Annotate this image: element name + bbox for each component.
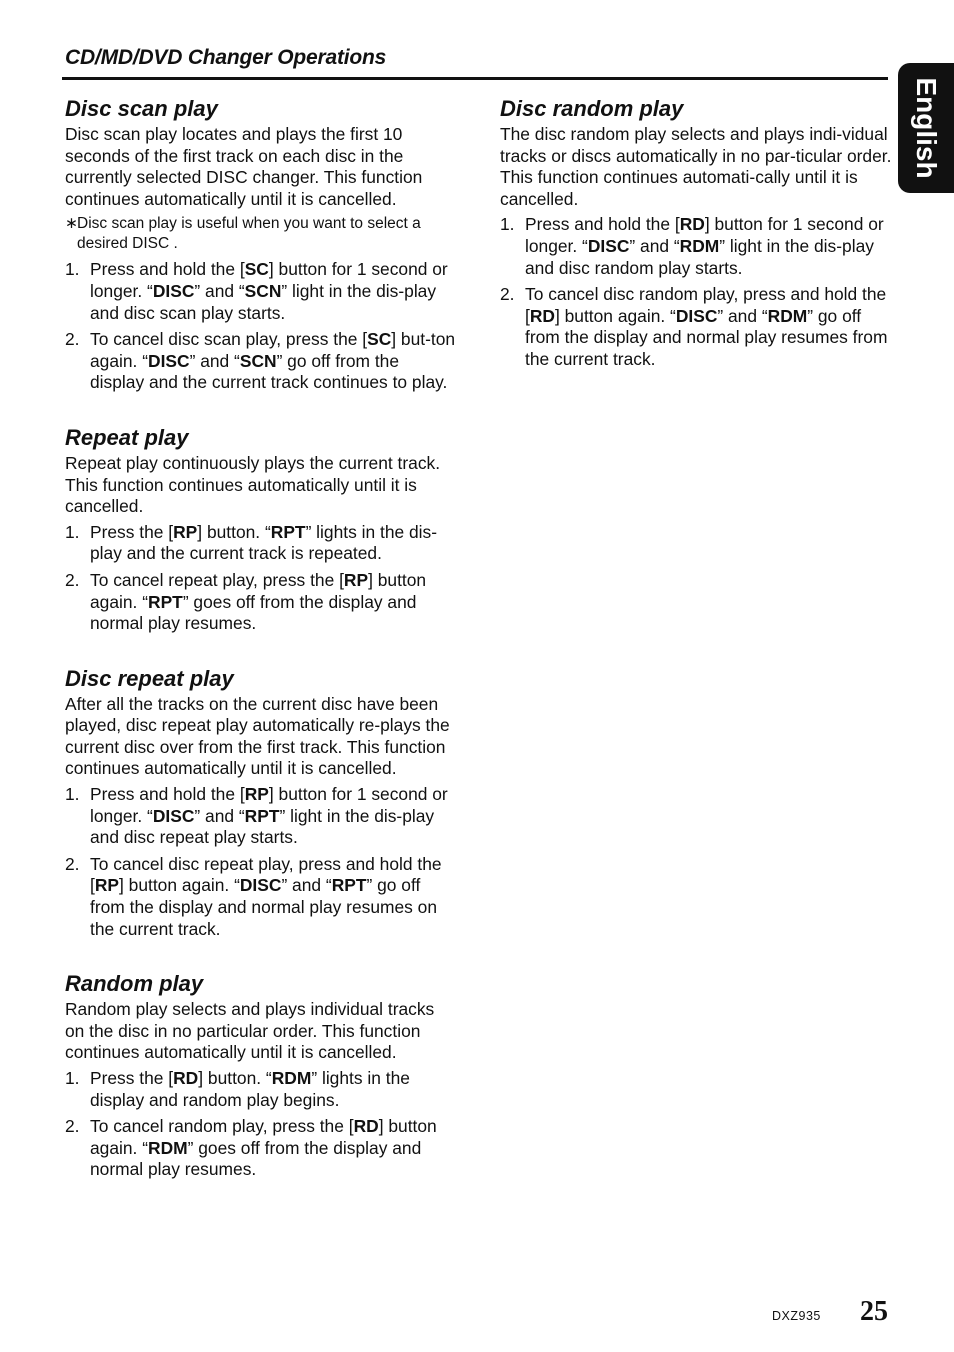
step-item	[65, 259, 457, 324]
step-item	[65, 1116, 457, 1181]
step-number: 2.	[65, 329, 80, 350]
section-disc-repeat-play	[65, 666, 457, 941]
steps-list	[65, 1068, 457, 1181]
left-column	[65, 96, 457, 1212]
section-heading: Random play	[65, 971, 204, 997]
section-intro: Repeat play continuously plays the current track. This function continues automatically until it is cancelled.	[65, 452, 441, 517]
section-heading: Disc repeat play	[65, 665, 234, 691]
model-number: DXZ935	[772, 1309, 821, 1323]
step-text: To cancel repeat play, press the [RP] button again. “RPT” goes off from the display and normal play resumes.	[90, 569, 427, 634]
step-text: Press and hold the [RP] button for 1 second or longer. “DISC” and “RPT” light in the dis-play and disc repeat play starts.	[90, 784, 448, 848]
step-item	[65, 784, 457, 849]
step-number: 2.	[65, 569, 80, 590]
step-item	[65, 1068, 457, 1111]
section-heading: Disc random play	[500, 96, 684, 121]
step-text: To cancel disc random play, press and hold the [RD] button again. “DISC” and “RDM” go off from the display and normal play resumes from the current track.	[525, 284, 888, 369]
section-random-play	[65, 971, 457, 1181]
step-text: Press the [RP] button. “RPT” lights in the dis-play and the current track is repeated.	[90, 521, 438, 564]
section-intro: Random play selects and plays individual tracks on the disc in no particular order. This function continues automatically until it is cancelled.	[65, 999, 435, 1063]
steps-list	[65, 522, 457, 635]
page-section-title: CD/MD/DVD Changer Operations	[65, 46, 387, 69]
section-heading: Disc scan play	[65, 96, 218, 121]
section-disc-scan-play	[65, 96, 457, 394]
step-item	[65, 570, 457, 635]
step-number: 1.	[500, 214, 515, 235]
step-number: 2.	[500, 284, 515, 305]
page-number: 25	[860, 1296, 888, 1327]
steps-list	[65, 784, 457, 940]
section-intro: The disc random play selects and plays indi-vidual tracks or discs automatically in no par-ticular order. This function continues automati-cally until it is cancelled.	[500, 124, 892, 209]
section-disc-random-play	[500, 96, 892, 371]
section-heading: Repeat play	[65, 424, 189, 450]
language-tab	[898, 63, 954, 193]
section-note	[65, 214, 457, 253]
step-text: To cancel random play, press the [RD] button again. “RDM” goes off from the display and normal play resumes.	[90, 1116, 437, 1180]
step-number: 1.	[65, 521, 80, 542]
step-text: Press the [RD] button. “RDM” lights in the display and random play begins.	[90, 1068, 410, 1110]
header-divider	[62, 77, 888, 80]
steps-list	[65, 259, 457, 394]
step-item	[65, 854, 457, 940]
step-number: 1.	[65, 259, 80, 280]
step-number: 1.	[65, 784, 80, 805]
step-number: 2.	[65, 1116, 80, 1137]
section-repeat-play	[65, 425, 457, 635]
section-intro: After all the tracks on the current disc have been played, disc repeat play automatically re-plays the current disc over from the first track. This function continues automatically until it is cancelled.	[65, 693, 450, 779]
step-text: To cancel disc scan play, press the [SC] but-ton again. “DISC” and “SCN” go off from the display and the current track continues to play.	[90, 329, 456, 393]
step-text: Press and hold the [SC] button for 1 second or longer. “DISC” and “SCN” light in the dis-play and disc scan play starts.	[90, 259, 448, 323]
section-intro: Disc scan play locates and plays the first 10 seconds of the first track on each disc in the currently selected DISC changer. This function continues automatically until it is cancelled.	[65, 124, 423, 209]
step-item	[65, 329, 457, 394]
step-text: Press and hold the [RD] button for 1 second or longer. “DISC” and “RDM” light in the dis-play and disc random play starts.	[525, 214, 884, 278]
step-number: 1.	[65, 1068, 80, 1088]
right-column	[500, 96, 892, 402]
step-number: 2.	[65, 853, 80, 874]
asterisk-icon: ∗	[65, 215, 78, 233]
note-text: Disc scan play is useful when you want to select a desired DISC .	[77, 215, 421, 252]
step-item	[500, 284, 892, 370]
step-item	[65, 522, 457, 565]
steps-list	[500, 214, 892, 370]
step-item	[500, 214, 892, 279]
step-text: To cancel disc repeat play, press and hold the [RP] button again. “DISC” and “RPT” go off from the display and normal play resumes on the current track.	[90, 853, 442, 939]
language-tab-label: English	[911, 77, 942, 179]
